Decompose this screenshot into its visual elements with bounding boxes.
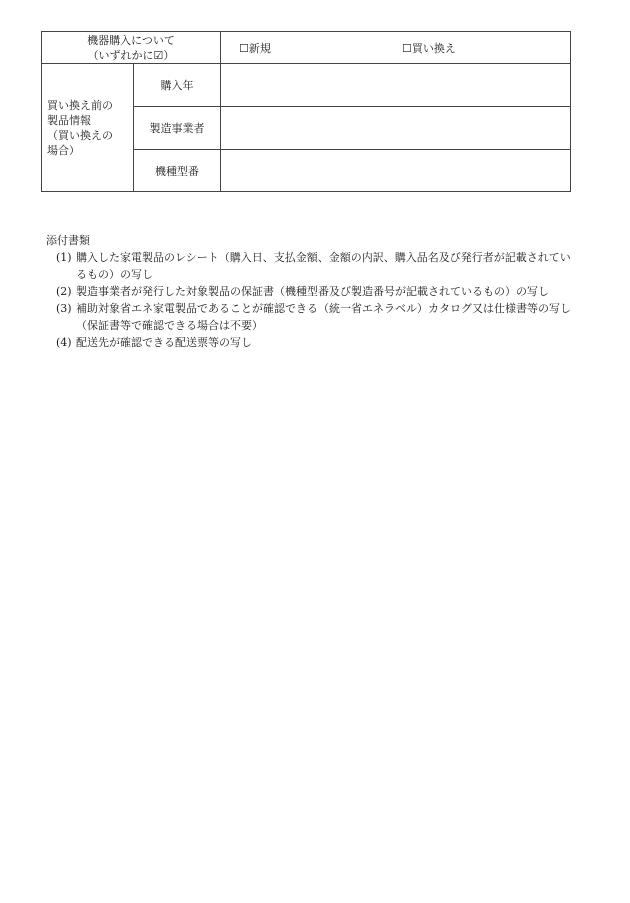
- prior-product-label-line: 場合）: [47, 143, 80, 157]
- prior-product-label-line: 製品情報: [47, 113, 91, 127]
- model-number-label: 機種型番: [134, 150, 221, 192]
- purchase-type-header-line1: 機器購入について: [87, 33, 175, 47]
- attachments-section: [46, 232, 576, 351]
- table-row: [42, 64, 571, 107]
- purchase-info-table: [41, 31, 571, 192]
- purchase-type-options: [221, 32, 571, 64]
- option-new-checkbox[interactable]: ☐新規: [239, 42, 271, 55]
- list-item-text: 製造事業者が発行した対象製品の保証書（機種型番及び製造番号が記載されているもの）の写し: [76, 285, 549, 298]
- list-item-text: 補助対象省エネ家電製品であることが確認できる（統一省エネラベル）カタログ又は仕様書等の写し（保証書等で確認できる場合は不要）: [76, 302, 571, 332]
- list-item-text: 配送先が確認できる配送票等の写し: [76, 336, 252, 349]
- prior-product-label: [42, 64, 134, 192]
- purchase-year-field[interactable]: [221, 64, 571, 107]
- list-item: [46, 283, 576, 300]
- prior-product-label-line: 買い換え前の: [47, 98, 113, 112]
- list-item: [46, 249, 576, 283]
- manufacturer-label: 製造事業者: [134, 107, 221, 150]
- manufacturer-field[interactable]: [221, 107, 571, 150]
- purchase-type-row: [42, 32, 571, 64]
- purchase-year-label: 購入年: [134, 64, 221, 107]
- model-number-field[interactable]: [221, 150, 571, 192]
- list-item: [46, 334, 576, 351]
- purchase-type-header-line2: （いずれかに☑）: [87, 48, 175, 62]
- list-item-number: (3): [56, 302, 72, 315]
- attachments-title: 添付書類: [46, 234, 90, 247]
- purchase-type-header: [42, 32, 221, 64]
- prior-product-label-line: （買い換えの: [47, 128, 113, 142]
- list-item-number: (4): [56, 336, 72, 349]
- list-item-number: (2): [56, 285, 72, 298]
- list-item-text: 購入した家電製品のレシート（購入日、支払金額、金額の内訳、購入品名及び発行者が記載されているもの）の写し: [76, 251, 571, 281]
- list-item-number: (1): [56, 251, 72, 264]
- option-replace-checkbox[interactable]: ☐買い換え: [402, 42, 456, 55]
- list-item: [46, 300, 576, 334]
